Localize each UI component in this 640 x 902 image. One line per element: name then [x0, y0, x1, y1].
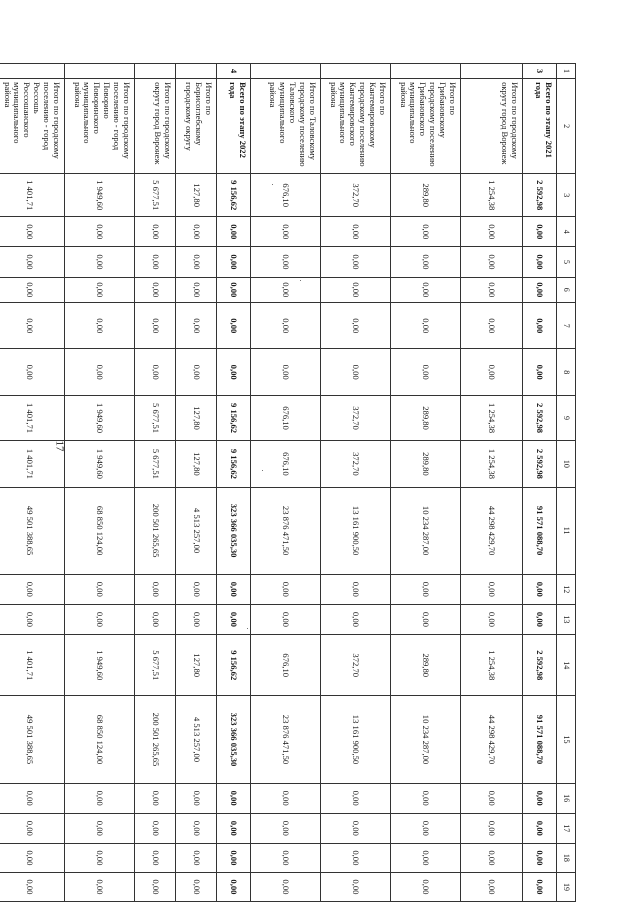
column-number-cell: 16 [557, 783, 576, 813]
value-cell: 289,80 [391, 395, 461, 440]
value-cell: 676,10 [251, 395, 321, 440]
row-name-cell: Всего по этапу 2022 года [217, 79, 251, 174]
value-cell: 289,80 [391, 441, 461, 487]
value-cell: 0,00 [65, 303, 135, 349]
row-index-cell: 4 [217, 64, 251, 79]
row-index-cell [0, 64, 65, 79]
value-cell: 0,00 [321, 813, 391, 843]
value-cell: 0,00 [321, 303, 391, 349]
value-cell: 5 677,51 [135, 634, 176, 696]
value-cell: 0,00 [176, 843, 217, 872]
value-cell: 0,00 [0, 247, 65, 277]
value-cell: 44 298 429,70 [461, 487, 523, 574]
value-cell: 0,00 [135, 843, 176, 872]
value-cell: 372,70 [321, 634, 391, 696]
value-cell: 0,00 [176, 783, 217, 813]
value-cell: 0,00 [65, 813, 135, 843]
value-cell: 0,00 [321, 872, 391, 901]
column-number-cell: 10 [557, 441, 576, 487]
value-cell: 0,00 [523, 247, 557, 277]
value-cell: 0,00 [251, 813, 321, 843]
value-cell: 0,00 [321, 217, 391, 247]
value-cell: 0,00 [135, 247, 176, 277]
column-number-cell: 11 [557, 487, 576, 574]
value-cell: 0,00 [135, 277, 176, 303]
value-cell: 0,00 [251, 783, 321, 813]
value-cell: 0,00 [523, 217, 557, 247]
value-cell: 44 298 429,70 [461, 696, 523, 783]
value-cell: 68 850 124,00 [65, 696, 135, 783]
value-cell: 0,00 [135, 604, 176, 634]
value-cell: 0,00 [0, 843, 65, 872]
value-cell: 0,00 [176, 277, 217, 303]
value-cell: 0,00 [217, 813, 251, 843]
value-cell: 10 234 287,00 [391, 487, 461, 574]
column-number-cell: 7 [557, 303, 576, 349]
table-row [176, 64, 217, 902]
value-cell: 1 254,38 [461, 174, 523, 217]
row-name-cell: Итого по городскому поселению - город Россошь Россошанского муниципального района [0, 79, 65, 174]
value-cell: 0,00 [65, 783, 135, 813]
column-number-cell: 4 [557, 217, 576, 247]
value-cell: 1 949,60 [65, 395, 135, 440]
value-cell: 0,00 [217, 349, 251, 395]
value-cell: 127,80 [176, 395, 217, 440]
value-cell: 0,00 [251, 303, 321, 349]
table-row [251, 64, 321, 902]
value-cell: 1 949,60 [65, 174, 135, 217]
value-cell: 0,00 [135, 303, 176, 349]
value-cell: 0,00 [523, 604, 557, 634]
value-cell: 0,00 [0, 277, 65, 303]
value-cell: 1 949,60 [65, 634, 135, 696]
value-cell: 200 501 265,65 [135, 696, 176, 783]
value-cell: 5 677,51 [135, 174, 176, 217]
value-cell: 1 254,38 [461, 634, 523, 696]
value-cell: 0,00 [65, 349, 135, 395]
row-name-cell: Итого по Таловскому городскому поселению Таловского муниципального района [251, 79, 321, 174]
value-cell: 0,00 [461, 813, 523, 843]
value-cell: 0,00 [251, 604, 321, 634]
value-cell: 0,00 [0, 574, 65, 604]
value-cell: 0,00 [0, 217, 65, 247]
row-name-cell: Итого по городскому поселению - город Поворино Поворинского муниципального района [65, 79, 135, 174]
value-cell: 9 156,62 [217, 441, 251, 487]
value-cell: 0,00 [251, 872, 321, 901]
value-cell: 0,00 [176, 872, 217, 901]
row-name-cell: Итого по Грибановскому городскому поселению Грибановского муниципального района [391, 79, 461, 174]
value-cell: 0,00 [0, 813, 65, 843]
value-cell: 1 401,71 [0, 634, 65, 696]
value-cell: 5 677,51 [135, 395, 176, 440]
value-cell: 0,00 [0, 349, 65, 395]
value-cell: 0,00 [65, 604, 135, 634]
value-cell: 0,00 [217, 247, 251, 277]
table-row [391, 64, 461, 902]
value-cell: 0,00 [251, 574, 321, 604]
value-cell: 0,00 [65, 843, 135, 872]
value-cell: 0,00 [217, 872, 251, 901]
row-index-cell [65, 64, 135, 79]
value-cell: 4 513 257,00 [176, 487, 217, 574]
value-cell: 323 366 035,30 [217, 487, 251, 574]
value-cell: 0,00 [135, 813, 176, 843]
value-cell: 68 850 124,00 [65, 487, 135, 574]
value-cell: 0,00 [217, 604, 251, 634]
value-cell: 0,00 [391, 604, 461, 634]
row-index-cell [135, 64, 176, 79]
value-cell: 127,80 [176, 441, 217, 487]
value-cell: 289,80 [391, 634, 461, 696]
table-row [0, 64, 65, 902]
value-cell: 0,00 [217, 783, 251, 813]
column-number-cell: 12 [557, 574, 576, 604]
row-name-cell: Итого по Борисоглебскому городскому округу [176, 79, 217, 174]
value-cell: 0,00 [461, 277, 523, 303]
value-cell: 0,00 [461, 843, 523, 872]
row-index-cell [251, 64, 321, 79]
value-cell: 49 501 388,65 [0, 696, 65, 783]
value-cell: 23 876 471,50 [251, 696, 321, 783]
value-cell: 0,00 [217, 574, 251, 604]
value-cell: 0,00 [176, 574, 217, 604]
table-row [321, 64, 391, 902]
value-cell: 4 513 257,00 [176, 696, 217, 783]
value-cell: 0,00 [321, 277, 391, 303]
value-cell: 1 254,38 [461, 395, 523, 440]
table-row [135, 64, 176, 902]
value-cell: 2 592,98 [523, 174, 557, 217]
value-cell: 0,00 [461, 247, 523, 277]
value-cell: 0,00 [391, 247, 461, 277]
value-cell: 9 156,62 [217, 395, 251, 440]
value-cell: 676,10 [251, 441, 321, 487]
value-cell: 127,80 [176, 634, 217, 696]
value-cell: 323 366 035,30 [217, 696, 251, 783]
value-cell: 0,00 [321, 783, 391, 813]
value-cell: 0,00 [176, 247, 217, 277]
table-row [65, 64, 135, 902]
value-cell: 5 677,51 [135, 441, 176, 487]
value-cell: 0,00 [391, 303, 461, 349]
value-cell: 0,00 [0, 783, 65, 813]
column-number-cell: 8 [557, 349, 576, 395]
value-cell: 0,00 [321, 604, 391, 634]
value-cell: 0,00 [391, 349, 461, 395]
value-cell: 0,00 [176, 217, 217, 247]
value-cell: 0,00 [251, 349, 321, 395]
value-cell: 1 254,38 [461, 441, 523, 487]
value-cell: 13 161 900,50 [321, 696, 391, 783]
value-cell: 0,00 [135, 349, 176, 395]
value-cell: 0,00 [461, 783, 523, 813]
value-cell: 0,00 [321, 247, 391, 277]
value-cell: 0,00 [65, 574, 135, 604]
row-index-cell [461, 64, 523, 79]
value-cell: 0,00 [461, 303, 523, 349]
column-number-cell: 18 [557, 843, 576, 872]
value-cell: 0,00 [176, 303, 217, 349]
value-cell: 0,00 [135, 574, 176, 604]
column-number-row [557, 64, 576, 902]
value-cell: 0,00 [321, 843, 391, 872]
row-name-cell: Итого по Кантемировскому городскому поселению Кантемировского муниципального района [321, 79, 391, 174]
value-cell: 0,00 [461, 872, 523, 901]
value-cell: 2 592,98 [523, 634, 557, 696]
row-name-cell: Итого по городскому округу город Воронеж [135, 79, 176, 174]
value-cell: 0,00 [217, 217, 251, 247]
column-number-cell: 1 [557, 64, 576, 79]
value-cell: 0,00 [65, 217, 135, 247]
row-index-cell [391, 64, 461, 79]
value-cell: 0,00 [461, 349, 523, 395]
data-table [0, 63, 576, 902]
value-cell: 0,00 [391, 783, 461, 813]
value-cell: 0,00 [461, 217, 523, 247]
value-cell: 0,00 [65, 872, 135, 901]
value-cell: 1 401,71 [0, 441, 65, 487]
value-cell: 0,00 [391, 813, 461, 843]
value-cell: 372,70 [321, 441, 391, 487]
value-cell: 0,00 [523, 349, 557, 395]
row-name-cell: Всего по этапу 2021 года [523, 79, 557, 174]
column-number-cell: 9 [557, 395, 576, 440]
value-cell: 1 401,71 [0, 395, 65, 440]
value-cell: 0,00 [391, 843, 461, 872]
value-cell: 127,80 [176, 174, 217, 217]
value-cell: 0,00 [391, 277, 461, 303]
column-number-cell: 15 [557, 696, 576, 783]
value-cell: 0,00 [523, 872, 557, 901]
value-cell: 0,00 [321, 574, 391, 604]
column-number-cell: 17 [557, 813, 576, 843]
value-cell: 0,00 [135, 783, 176, 813]
value-cell: 0,00 [217, 277, 251, 303]
column-number-cell: 14 [557, 634, 576, 696]
value-cell: 0,00 [523, 813, 557, 843]
rotated-table-container [2, 63, 576, 902]
column-number-cell: 5 [557, 247, 576, 277]
value-cell: 1 949,60 [65, 441, 135, 487]
page-number: 17 [53, 440, 66, 452]
value-cell: 91 571 088,70 [523, 696, 557, 783]
row-index-cell [321, 64, 391, 79]
value-cell: 23 876 471,50 [251, 487, 321, 574]
value-cell: 372,70 [321, 174, 391, 217]
value-cell: 1 401,71 [0, 174, 65, 217]
column-number-cell: 3 [557, 174, 576, 217]
value-cell: 10 234 287,00 [391, 696, 461, 783]
stage-total-row [523, 64, 557, 902]
value-cell: 0,00 [135, 872, 176, 901]
row-name-cell: Итого по городскому округу город Воронеж [461, 79, 523, 174]
value-cell: 0,00 [251, 277, 321, 303]
column-number-cell: 2 [557, 79, 576, 174]
value-cell: 9 156,62 [217, 174, 251, 217]
value-cell: 0,00 [217, 303, 251, 349]
row-index-cell: 3 [523, 64, 557, 79]
value-cell: 289,80 [391, 174, 461, 217]
value-cell: 0,00 [251, 247, 321, 277]
value-cell: 0,00 [391, 872, 461, 901]
value-cell: 676,10 [251, 634, 321, 696]
value-cell: 0,00 [176, 349, 217, 395]
value-cell: 13 161 900,50 [321, 487, 391, 574]
value-cell: 0,00 [523, 783, 557, 813]
value-cell: 2 592,98 [523, 395, 557, 440]
value-cell: 0,00 [0, 872, 65, 901]
value-cell: 2 592,98 [523, 441, 557, 487]
stage-total-row [217, 64, 251, 902]
value-cell: 0,00 [321, 349, 391, 395]
value-cell: 0,00 [523, 843, 557, 872]
value-cell: 0,00 [176, 813, 217, 843]
value-cell: 9 156,62 [217, 634, 251, 696]
value-cell: 91 571 088,70 [523, 487, 557, 574]
value-cell: 0,00 [0, 604, 65, 634]
value-cell: 0,00 [391, 217, 461, 247]
value-cell: 0,00 [523, 303, 557, 349]
value-cell: 0,00 [65, 277, 135, 303]
value-cell: 0,00 [217, 843, 251, 872]
column-number-cell: 6 [557, 277, 576, 303]
value-cell: 0,00 [0, 303, 65, 349]
value-cell: 0,00 [65, 247, 135, 277]
value-cell: 49 501 388,65 [0, 487, 65, 574]
value-cell: 0,00 [461, 604, 523, 634]
value-cell: 0,00 [523, 277, 557, 303]
value-cell: 0,00 [251, 843, 321, 872]
value-cell: 676,10 [251, 174, 321, 217]
value-cell: 372,70 [321, 395, 391, 440]
row-index-cell [176, 64, 217, 79]
column-number-cell: 19 [557, 872, 576, 901]
value-cell: 200 501 265,65 [135, 487, 176, 574]
value-cell: 0,00 [135, 217, 176, 247]
value-cell: 0,00 [176, 604, 217, 634]
table-row [461, 64, 523, 902]
value-cell: 0,00 [391, 574, 461, 604]
value-cell: 0,00 [523, 574, 557, 604]
value-cell: 0,00 [461, 574, 523, 604]
value-cell: 0,00 [251, 217, 321, 247]
column-number-cell: 13 [557, 604, 576, 634]
